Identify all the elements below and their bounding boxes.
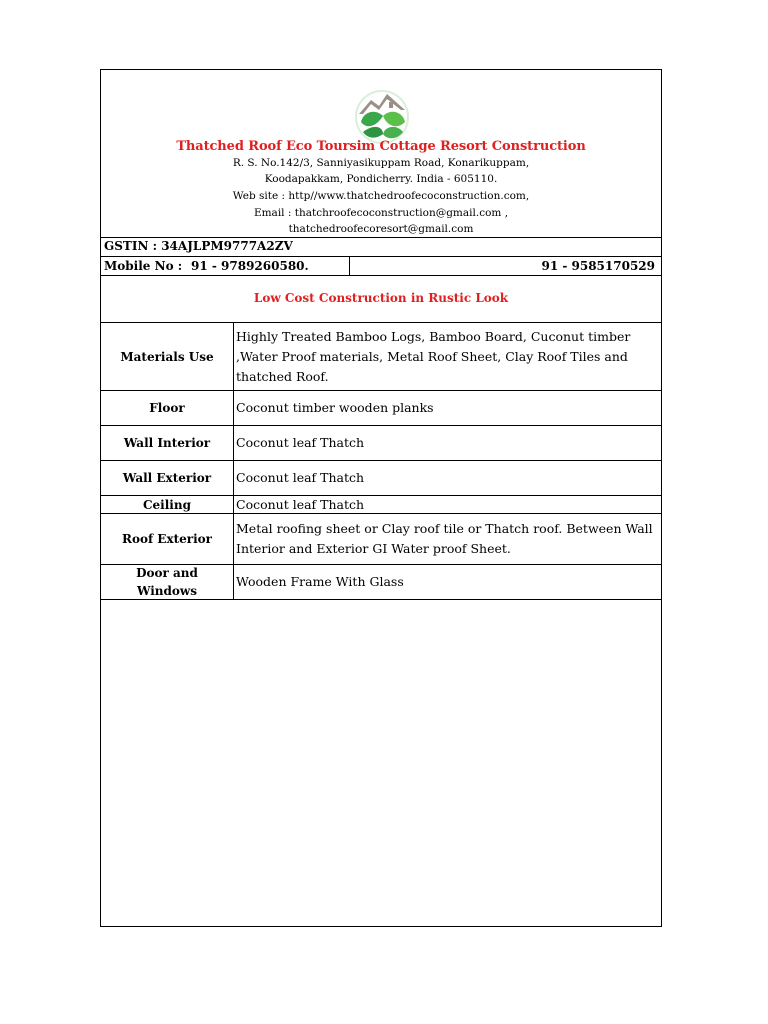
address-line-1: R. S. No.142/3, Sanniyasikuppam Road, Konarikuppam, xyxy=(232,157,530,169)
house-leaf-logo-icon xyxy=(349,86,415,146)
row-label-roof-exterior: Roof Exterior xyxy=(121,532,212,546)
row-label-ceiling: Ceiling xyxy=(143,497,191,512)
mobile-label: Mobile No : xyxy=(104,259,183,273)
email-line-1: Email : thatchroofecoconstruction@gmail.com , xyxy=(253,207,509,219)
row-value-floor: Coconut timber wooden planks xyxy=(236,400,434,415)
row-label-materials: Materials Use xyxy=(120,349,214,364)
document-frame xyxy=(100,69,662,927)
row-label-wall-exterior: Wall Exterior xyxy=(122,471,212,485)
mobile-number-2: 91 - 9585170529 xyxy=(541,259,655,273)
row-value-wall-interior: Coconut leaf Thatch xyxy=(236,435,365,450)
company-name: Thatched Roof Eco Toursim Cottage Resort Construction xyxy=(176,139,586,154)
address-line-2: Koodapakkam, Pondicherry. India - 605110. xyxy=(264,173,498,185)
letterhead xyxy=(101,70,661,237)
mobile-number-1: 91 - 9789260580. xyxy=(191,259,309,273)
row-label-door-windows: Door and Windows xyxy=(136,566,198,598)
tagline: Low Cost Construction in Rustic Look xyxy=(253,291,509,305)
gstin: GSTIN : 34AJLPM9777A2ZV xyxy=(104,239,293,253)
row-value-ceiling: Coconut leaf Thatch xyxy=(236,496,365,512)
divider xyxy=(101,237,661,238)
row-value-materials: Highly Treated Bamboo Logs, Bamboo Board, Cuconut timber ,Water Proof materials, Metal Roof Sheet, Clay Roof Tiles and thatched Roof. xyxy=(236,328,631,384)
table-row-divider xyxy=(101,599,661,600)
email-line-2: thatchedroofecoresort@gmail.com xyxy=(288,223,474,235)
row-value-door-windows: Wooden Frame With Glass xyxy=(236,574,404,589)
row-value-wall-exterior: Coconut leaf Thatch xyxy=(236,470,365,485)
row-value-roof-exterior: Metal roofing sheet or Clay roof tile or Thatch roof. Between Wall Interior and Exterior GI Water proof Sheet. xyxy=(236,521,653,556)
row-label-wall-interior: Wall Interior xyxy=(123,436,211,450)
divider xyxy=(101,256,661,257)
divider xyxy=(349,256,350,275)
row-label-floor: Floor xyxy=(149,401,185,415)
divider xyxy=(101,275,661,276)
website-line: Web site : http//www.thatchedroofecoconstruction.com, xyxy=(232,190,530,202)
